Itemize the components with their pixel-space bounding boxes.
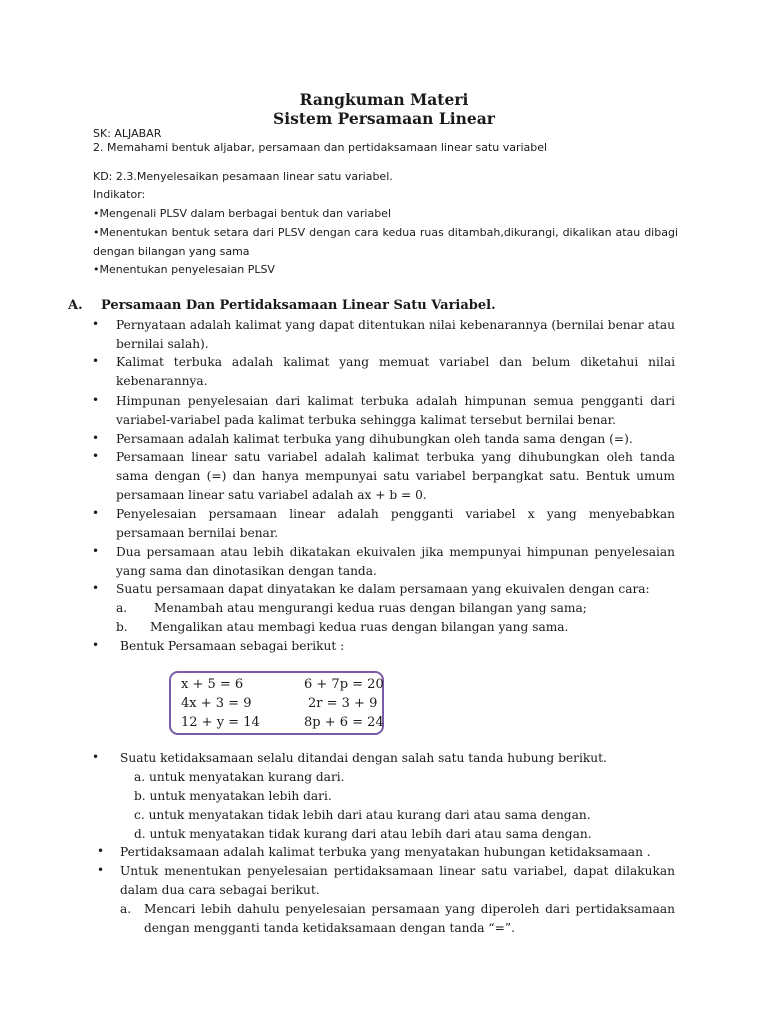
inequality-sign-item: c. untuk menyatakan tidak lebih dari atau kurang dari atau sama dengan. <box>134 808 591 822</box>
indikator-item: •Mengenali PLSV dalam berbagai bentuk dan variabel <box>93 207 391 220</box>
sub-list-letter: a. <box>120 902 132 916</box>
sub-list-item: Menambah atau mengurangi kedua ruas dengan bilangan yang sama; <box>154 601 587 615</box>
bullet-icon: • <box>92 581 100 595</box>
list-item: Persamaan linear satu variabel adalah kalimat terbuka yang dihubungkan oleh tanda sama dengan (=) dan hanya mempunyai satu variabel berpangkat satu. Bentuk umum persamaan linear satu variabel adalah ax + b = 0. <box>116 450 675 502</box>
sk-label: SK: ALJABAR <box>93 127 162 140</box>
sub-list-item: Mencari lebih dahulu penyelesaian persamaan yang diperoleh dari pertidaksamaan dengan mengganti tanda ketidaksamaan dengan tanda “=”. <box>144 902 675 935</box>
bullet-icon: • <box>92 317 100 331</box>
kd-label: KD: 2.3.Menyelesaikan pesamaan linear satu variabel. <box>93 170 393 183</box>
inequality-sign-item: b. untuk menyatakan lebih dari. <box>134 789 332 803</box>
sk-description: 2. Memahami bentuk aljabar, persamaan dan pertidaksamaan linear satu variabel <box>93 141 548 154</box>
bullet-icon: • <box>92 544 100 558</box>
list-item: Suatu ketidaksamaan selalu ditandai dengan salah satu tanda hubung berikut. <box>120 751 607 765</box>
equations-box <box>169 671 384 735</box>
list-item: Suatu persamaan dapat dinyatakan ke dalam persamaan yang ekuivalen dengan cara: <box>116 582 650 596</box>
list-item: Untuk menentukan penyelesaian pertidaksamaan linear satu variabel, dapat dilakukan dalam dua cara sebagai berikut. <box>120 864 675 897</box>
section-letter: A. <box>68 298 83 313</box>
list-item: Dua persamaan atau lebih dikatakan ekuivalen jika mempunyai himpunan penyelesaian yang sama dan dinotasikan dengan tanda. <box>116 545 675 578</box>
indikator-label: Indikator: <box>93 188 146 201</box>
equation: x + 5 = 6 <box>181 677 244 692</box>
list-item: Kalimat terbuka adalah kalimat yang memuat variabel dan belum diketahui nilai kebenarannya. <box>116 355 675 388</box>
list-item: Persamaan adalah kalimat terbuka yang dihubungkan oleh tanda sama dengan (=). <box>116 432 633 446</box>
bullet-icon: • <box>92 449 100 463</box>
equation: 2r = 3 + 9 <box>308 696 378 711</box>
indikator-item: •Menentukan penyelesaian PLSV <box>93 263 275 276</box>
equation: 6 + 7p = 20 <box>304 677 384 692</box>
bullet-icon: • <box>97 863 105 877</box>
inequality-sign-item: d. untuk menyatakan tidak kurang dari atau lebih dari atau sama dengan. <box>134 827 592 841</box>
sub-list-item: Mengalikan atau membagi kedua ruas dengan bilangan yang sama. <box>150 620 569 634</box>
indikator-item: •Menentukan bentuk setara dari PLSV dengan cara kedua ruas ditambah,dikurangi, dikalikan atau dibagi dengan bilangan yang sama <box>93 226 678 258</box>
bullet-icon: • <box>92 750 100 764</box>
bullet-icon: • <box>92 506 100 520</box>
section-heading: Persamaan Dan Pertidaksamaan Linear Satu Variabel. <box>101 298 496 313</box>
list-item: Penyelesaian persamaan linear adalah pengganti variabel x yang menyebabkan persamaan bernilai benar. <box>116 507 675 540</box>
list-item: Bentuk Persamaan sebagai berikut : <box>120 639 345 653</box>
list-item: Pertidaksamaan adalah kalimat terbuka yang menyatakan hubungan ketidaksamaan . <box>120 845 651 859</box>
bullet-icon: • <box>92 393 100 407</box>
page-title: Rangkuman Materi <box>299 90 469 109</box>
equation: 12 + y = 14 <box>181 715 260 730</box>
bullet-icon: • <box>92 638 100 652</box>
list-item: Pernyataan adalah kalimat yang dapat ditentukan nilai kebenarannya (bernilai benar atau bernilai salah). <box>116 318 675 351</box>
bullet-icon: • <box>97 844 105 858</box>
inequality-sign-item: a. untuk menyatakan kurang dari. <box>134 770 345 784</box>
bullet-icon: • <box>92 431 100 445</box>
sub-list-letter: b. <box>116 620 128 634</box>
page-subtitle: Sistem Persamaan Linear <box>273 109 495 128</box>
list-item: Himpunan penyelesaian dari kalimat terbuka adalah himpunan semua pengganti dari variabel-variabel pada kalimat terbuka sehingga kalimat tersebut bernilai benar. <box>116 394 675 427</box>
equation: 8p + 6 = 24 <box>304 715 384 730</box>
sub-list-letter: a. <box>116 601 128 615</box>
bullet-icon: • <box>92 354 100 368</box>
equation: 4x + 3 = 9 <box>181 696 252 711</box>
